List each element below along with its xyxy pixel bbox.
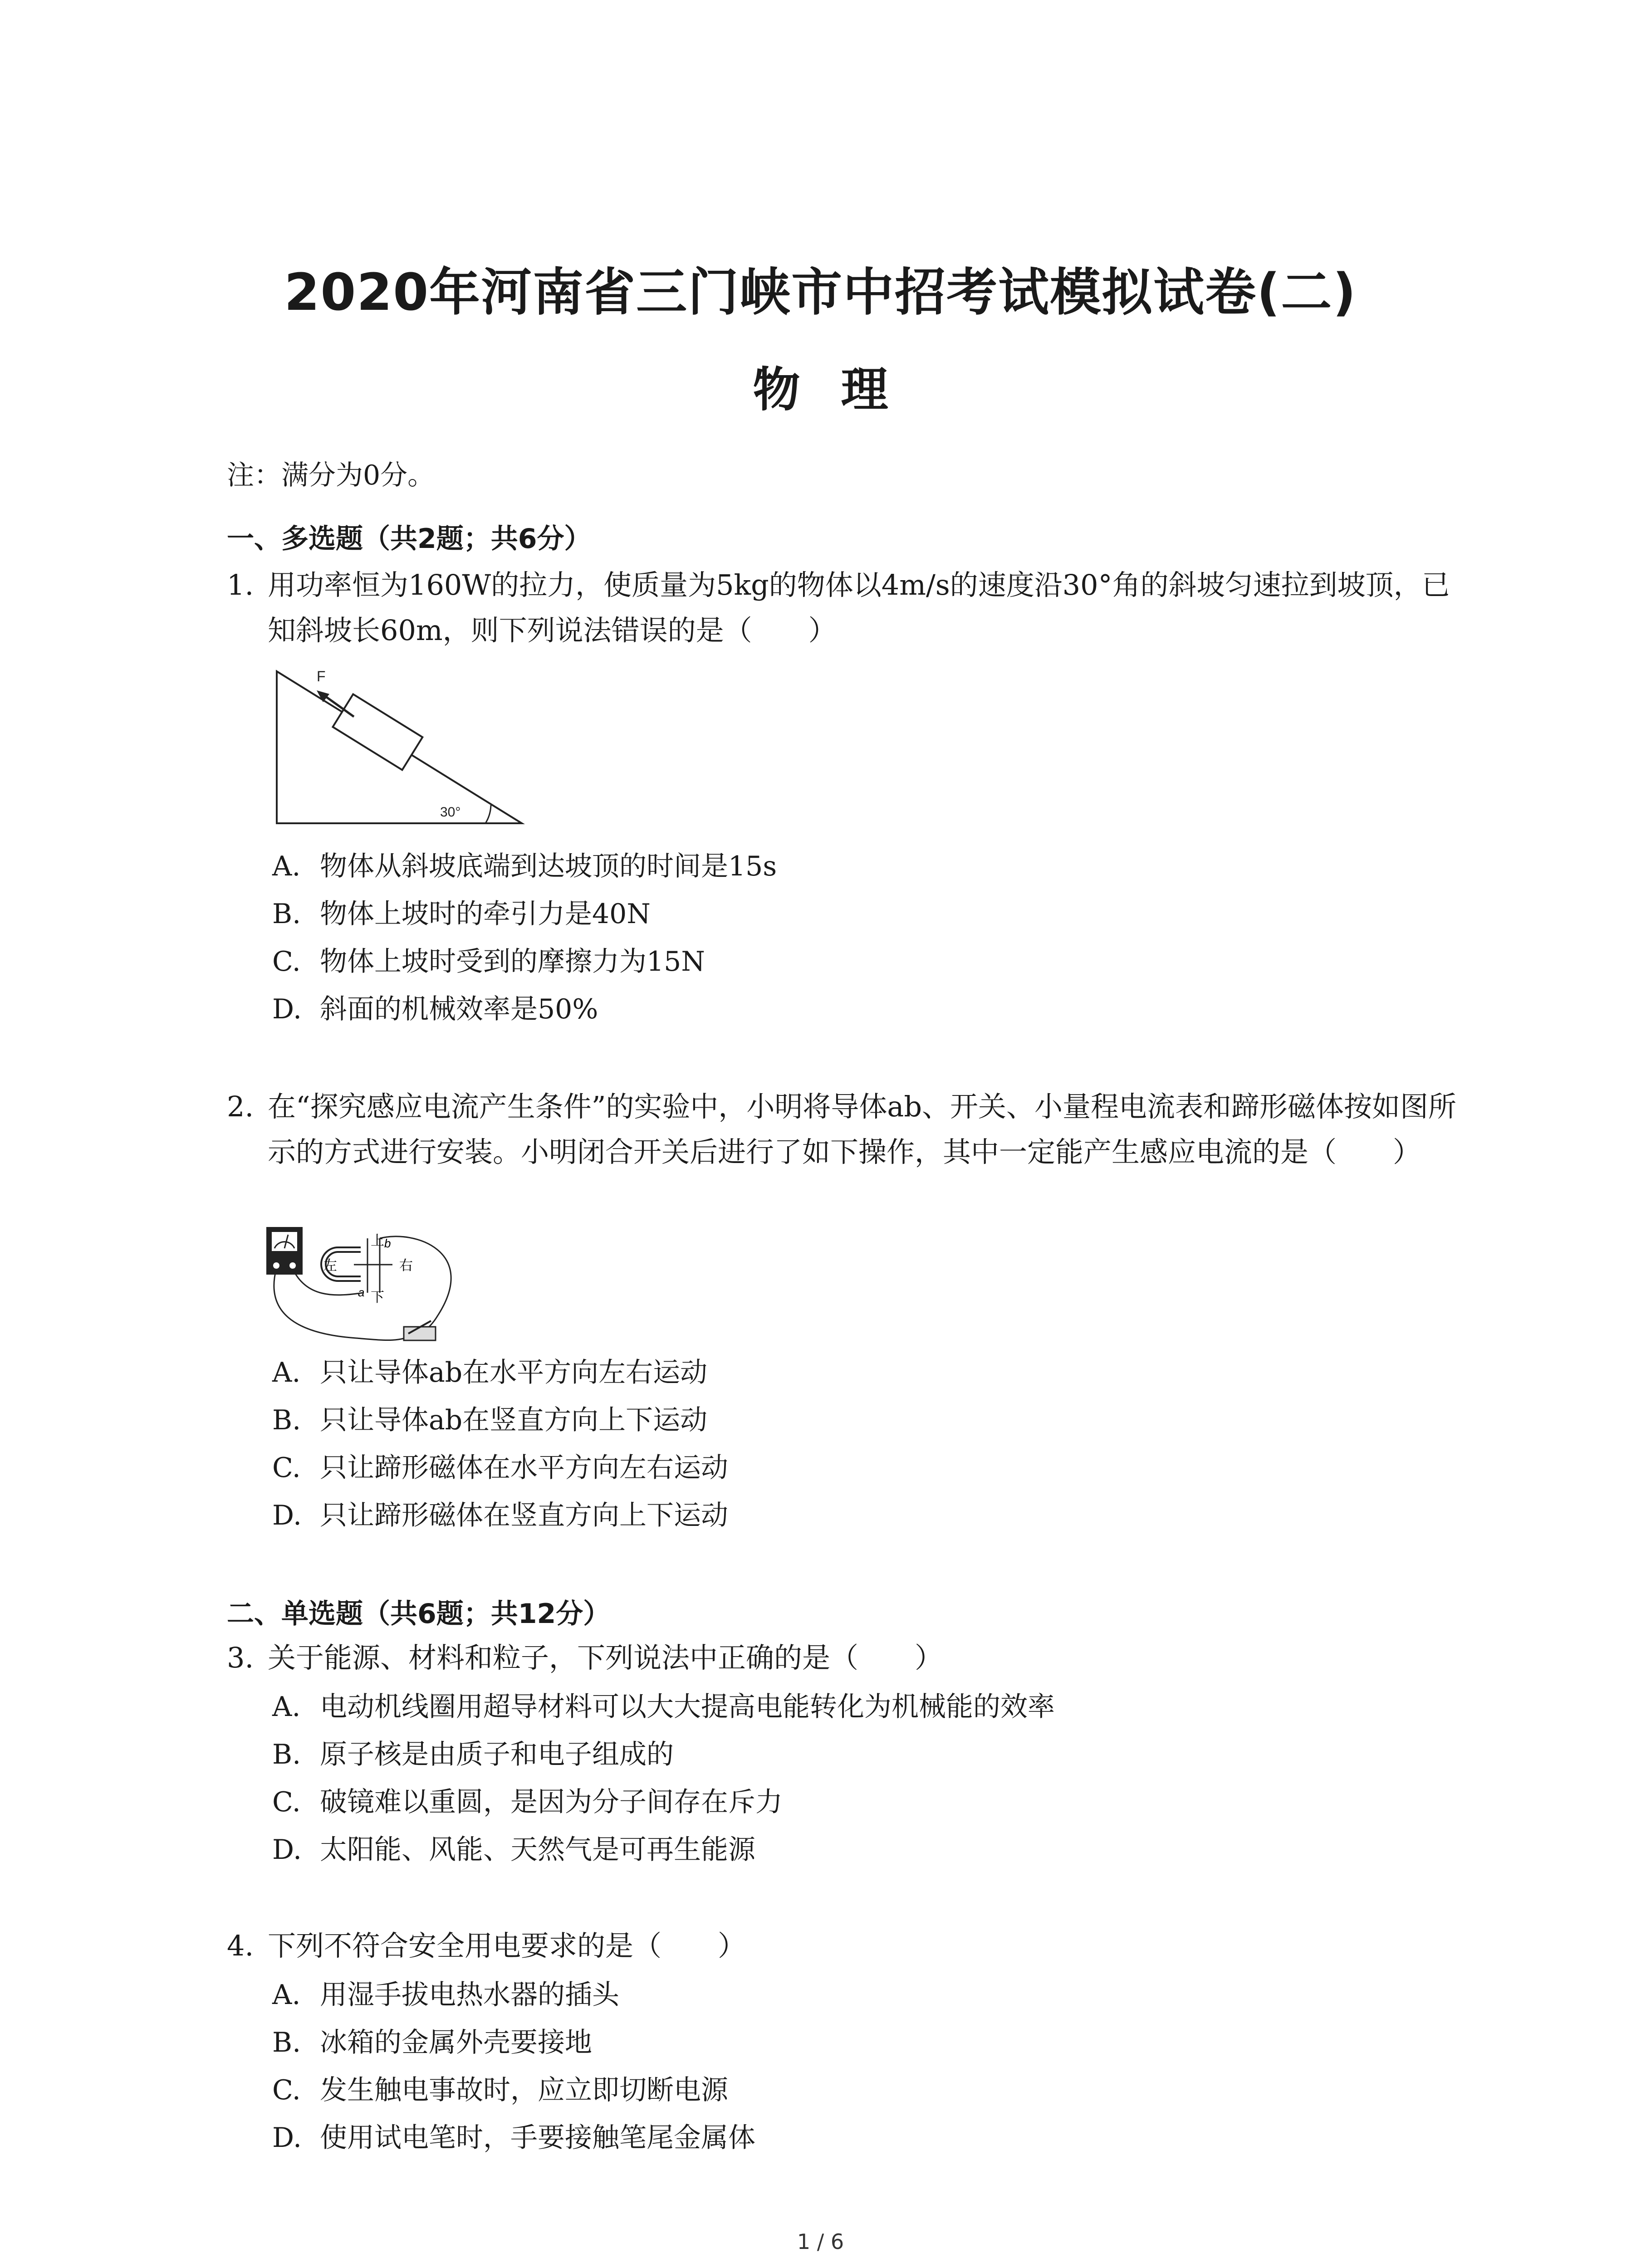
option-3b[interactable] xyxy=(272,1733,674,1772)
question-number: 2. xyxy=(227,1090,254,1123)
force-label: F xyxy=(317,668,326,684)
label-down: 下 xyxy=(371,1290,384,1305)
option-3d[interactable] xyxy=(272,1828,755,1867)
option-2c[interactable] xyxy=(272,1446,728,1485)
option-letter: B. xyxy=(272,1404,301,1436)
option-letter: C. xyxy=(272,1452,301,1484)
option-text: 只让蹄形磁体在水平方向左右运动 xyxy=(320,1452,728,1484)
option-text: 斜面的机械效率是50% xyxy=(320,993,598,1025)
option-letter: D. xyxy=(272,2122,302,2154)
option-text: 只让导体ab在水平方向左右运动 xyxy=(320,1357,708,1388)
question-2 xyxy=(227,1084,1479,1175)
option-letter: A. xyxy=(272,1691,301,1723)
label-up: 上 xyxy=(371,1233,384,1248)
option-2d[interactable] xyxy=(272,1494,728,1533)
option-letter: C. xyxy=(272,1786,301,1818)
option-text: 物体上坡时受到的摩擦力为15N xyxy=(320,946,705,978)
question-3 xyxy=(227,1635,1452,1681)
question-1 xyxy=(227,562,1452,653)
label-right: 右 xyxy=(399,1258,413,1273)
option-text: 只让导体ab在竖直方向上下运动 xyxy=(320,1404,708,1436)
option-4b[interactable] xyxy=(272,2021,592,2060)
option-letter: B. xyxy=(272,898,301,930)
option-4a[interactable] xyxy=(272,1973,619,2012)
label-a: a xyxy=(358,1286,365,1299)
option-text: 用湿手拔电热水器的插头 xyxy=(320,1979,619,2011)
question-stem: 在“探究感应电流产生条件”的实验中，小明将导体ab、开关、小量程电流表和蹄形磁体按如图所示的方式进行安装。小明闭合开关后进行了如下操作，其中一定能产生感应电流的是（ ） xyxy=(268,1090,1457,1168)
option-letter: A. xyxy=(272,850,301,882)
option-4c[interactable] xyxy=(272,2068,728,2107)
exam-title: 2020年河南省三门峡市中招考试模拟试卷(二) xyxy=(284,263,1357,322)
section-heading-single-choice: 二、单选题（共6题；共12分） xyxy=(227,1598,611,1630)
option-letter: D. xyxy=(272,993,302,1025)
option-text: 物体上坡时的牵引力是40N xyxy=(320,898,651,930)
option-3c[interactable] xyxy=(272,1780,783,1819)
option-letter: D. xyxy=(272,1834,302,1866)
label-left: 左 xyxy=(323,1258,337,1273)
question-number: 3. xyxy=(227,1641,254,1674)
induction-apparatus-figure xyxy=(265,1225,479,1347)
option-letter: A. xyxy=(272,1357,301,1388)
question-4 xyxy=(227,1923,1452,1969)
question-stem: 下列不符合安全用电要求的是（ ） xyxy=(268,1929,746,1962)
incline-figure xyxy=(268,662,531,835)
question-stem: 关于能源、材料和粒子，下列说法中正确的是（ ） xyxy=(268,1641,943,1674)
option-text: 物体从斜坡底端到达坡顶的时间是15s xyxy=(320,850,777,882)
angle-label: 30° xyxy=(440,805,461,820)
label-b: b xyxy=(384,1237,391,1250)
option-2a[interactable] xyxy=(272,1351,707,1390)
option-1c[interactable] xyxy=(272,940,705,979)
option-3a[interactable] xyxy=(272,1685,1055,1724)
option-2b[interactable] xyxy=(272,1398,707,1437)
score-note: 注：满分为0分。 xyxy=(227,459,435,491)
option-text: 原子核是由质子和电子组成的 xyxy=(320,1739,674,1770)
block xyxy=(333,694,423,770)
option-4d[interactable] xyxy=(272,2116,755,2155)
option-1b[interactable] xyxy=(272,892,651,931)
option-text: 发生触电事故时，应立即切断电源 xyxy=(320,2074,728,2106)
option-text: 太阳能、风能、天然气是可再生能源 xyxy=(320,1834,755,1866)
angle-arc xyxy=(485,805,491,823)
option-letter: A. xyxy=(272,1979,301,2011)
question-stem: 用功率恒为160W的拉力，使质量为5kg的物体以4m/s的速度沿30°角的斜坡匀速拉到坡顶，已知斜坡长60m，则下列说法错误的是（ ） xyxy=(268,568,1450,647)
subject-heading: 物理 xyxy=(753,362,929,417)
option-text: 只让蹄形磁体在竖直方向上下运动 xyxy=(320,1500,728,1531)
option-letter: C. xyxy=(272,946,301,978)
option-letter: B. xyxy=(272,1739,301,1770)
option-text: 破镜难以重圆，是因为分子间存在斥力 xyxy=(320,1786,783,1818)
option-text: 冰箱的金属外壳要接地 xyxy=(320,2027,592,2058)
question-number: 4. xyxy=(227,1929,254,1962)
option-letter: D. xyxy=(272,1500,302,1531)
option-1a[interactable] xyxy=(272,845,777,884)
option-text: 使用试电笔时，手要接触笔尾金属体 xyxy=(320,2122,755,2154)
page-number: 1 / 6 xyxy=(797,2229,844,2254)
section-heading-multiple-choice: 一、多选题（共2题；共6分） xyxy=(227,523,592,555)
question-number: 1. xyxy=(227,568,254,601)
option-letter: C. xyxy=(272,2074,301,2106)
option-1d[interactable] xyxy=(272,987,598,1026)
option-text: 电动机线圈用超导材料可以大大提高电能转化为机械能的效率 xyxy=(320,1691,1055,1723)
option-letter: B. xyxy=(272,2027,301,2058)
